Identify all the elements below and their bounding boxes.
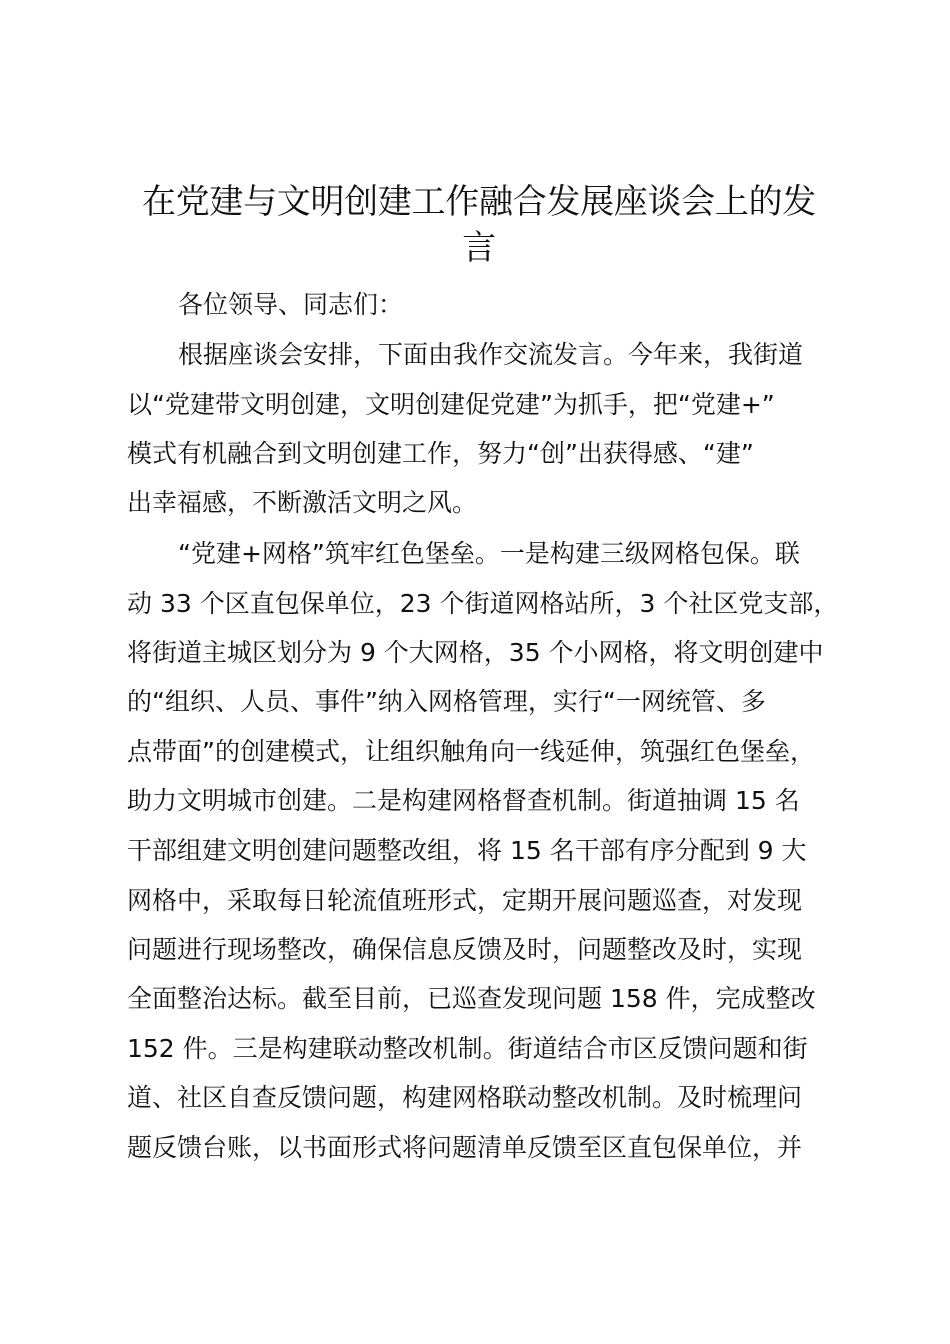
paragraph-line: 点带面”的创建模式，让组织触角向一线延伸，筑强红色堡垒， — [127, 737, 815, 766]
paragraph-line: 全面整治达标。截至目前，已巡查发现问题 158 件，完成整改 — [127, 984, 816, 1013]
paragraph-line: 模式有机融合到文明创建工作，努力“创”出获得感、“建” — [127, 439, 754, 468]
paragraph-line: 以“党建带文明创建，文明创建促党建”为抓手，把“党建+” — [127, 390, 775, 419]
paragraph-line: “党建+网格”筑牢红色堡垒。一是构建三级网格包保。联 — [178, 539, 800, 568]
paragraph-line: 152 件。三是构建联动整改机制。街道结合市区反馈问题和街 — [127, 1034, 808, 1063]
paragraph-line: 出幸福感，不断激活文明之风。 — [127, 488, 478, 517]
paragraph-line: 干部组建文明创建问题整改组，将 15 名干部有序分配到 9 大 — [127, 836, 807, 865]
salutation: 各位领导、同志们： — [178, 290, 404, 319]
paragraph-line: 动 33 个区直包保单位，23 个街道网格站所，3 个社区党支部， — [127, 589, 839, 618]
paragraph-line: 的“组织、人员、事件”纳入网格管理，实行“一网统管、多 — [127, 687, 766, 716]
paragraph-line: 网格中，采取每日轮流值班形式，定期开展问题巡查，对发现 — [127, 886, 803, 915]
paragraph-line: 根据座谈会安排，下面由我作交流发言。今年来，我街道 — [178, 340, 804, 369]
paragraph-line: 问题进行现场整改，确保信息反馈及时，问题整改及时，实现 — [127, 935, 803, 964]
title-line-1: 在党建与文明创建工作融合发展座谈会上的发 — [142, 182, 816, 222]
paragraph-line: 助力文明城市创建。二是构建网格督查机制。街道抽调 15 名 — [127, 786, 800, 815]
paragraph-line: 道、社区自查反馈问题，构建网格联动整改机制。及时梳理问 — [127, 1083, 803, 1112]
title-line-2: 言 — [462, 228, 496, 268]
document-title — [118, 179, 840, 271]
paragraph-line: 将街道主城区划分为 9 个大网格，35 个小网格，将文明创建中 — [127, 638, 824, 667]
paragraph-line: 题反馈台账，以书面形式将问题清单反馈至区直包保单位，并 — [127, 1133, 803, 1162]
